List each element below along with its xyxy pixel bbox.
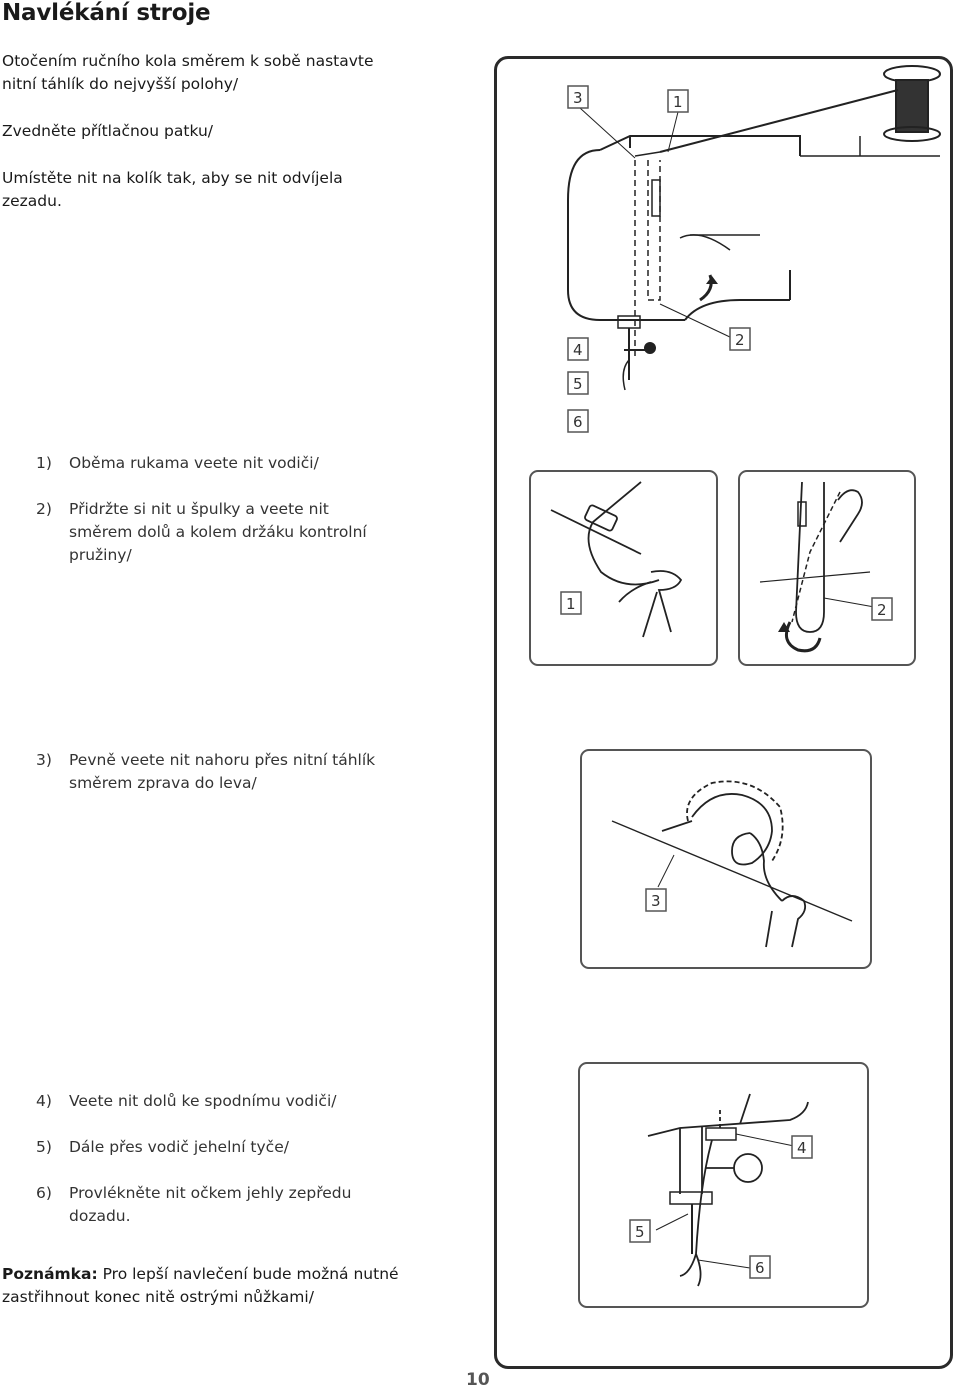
label-2: 2 [877, 601, 887, 619]
page-title: Navlékání stroje [2, 0, 211, 26]
step-number: 3) [36, 751, 52, 769]
step-text: Provlékněte nit očkem jehly zepředu dozadu. [69, 1184, 352, 1225]
step-3 [36, 749, 386, 795]
note-text: Pro lepší navlečení bude možná nutné [102, 1265, 399, 1283]
thread-guide-illustration [531, 472, 716, 664]
step-5 [36, 1136, 416, 1159]
take-up-lever-illustration [582, 751, 870, 967]
step-number: 5) [36, 1138, 52, 1156]
step-text: Přidržte si nit u špulky a veete nit směrem dolů a kolem držáku kontrolní pružiny/ [69, 500, 367, 564]
note-text: zastřihnout konec nitě ostrými nůžkami/ [2, 1288, 314, 1306]
intro-line: Otočením ručního kola směrem k sobě nastavte [2, 52, 374, 70]
needle-threading-illustration [580, 1064, 867, 1306]
label-6: 6 [755, 1259, 765, 1277]
intro-paragraph-2 [2, 120, 213, 143]
label-5: 5 [573, 375, 583, 393]
step-number: 2) [36, 500, 52, 518]
machine-threading-illustration [500, 60, 950, 440]
panel-step-2 [738, 470, 916, 666]
tension-spring-illustration [740, 472, 914, 664]
panel-step-3 [580, 749, 872, 969]
step-1 [36, 452, 396, 475]
step-text: Pevně veete nit nahoru přes nitní táhlík směrem zprava do leva/ [69, 751, 376, 792]
step-6 [36, 1182, 366, 1228]
intro-paragraph-3 [2, 167, 343, 213]
step-text: Oběma rukama veete nit vodiči/ [69, 454, 319, 472]
note [2, 1263, 399, 1309]
arrow-icon [706, 276, 718, 284]
label-1: 1 [673, 93, 683, 111]
label-4: 4 [573, 341, 583, 359]
step-number: 4) [36, 1092, 52, 1110]
intro-paragraph-1 [2, 50, 374, 96]
step-4 [36, 1090, 416, 1113]
step-text: Dále přes vodič jehelní tyče/ [69, 1138, 289, 1156]
intro-line: zezadu. [2, 192, 62, 210]
step-2 [36, 498, 381, 567]
label-4: 4 [797, 1139, 807, 1157]
intro-line: Zvedněte přítlačnou patku/ [2, 122, 214, 140]
note-label: Poznámka: [2, 1265, 98, 1283]
label-3: 3 [573, 89, 583, 107]
intro-line: Umístěte nit na kolík tak, aby se nit odvíjela [2, 169, 343, 187]
label-5: 5 [635, 1223, 645, 1241]
panel-step-1 [529, 470, 718, 666]
panel-step-4-6 [578, 1062, 869, 1308]
step-number: 6) [36, 1184, 52, 1202]
step-number: 1) [36, 454, 52, 472]
label-1: 1 [566, 595, 576, 613]
intro-line: nitní táhlík do nejvyšší polohy/ [2, 75, 239, 93]
label-3: 3 [651, 892, 661, 910]
label-2: 2 [735, 331, 745, 349]
label-6: 6 [573, 413, 583, 431]
page-number: 10 [466, 1370, 490, 1390]
step-text: Veete nit dolů ke spodnímu vodiči/ [69, 1092, 337, 1110]
